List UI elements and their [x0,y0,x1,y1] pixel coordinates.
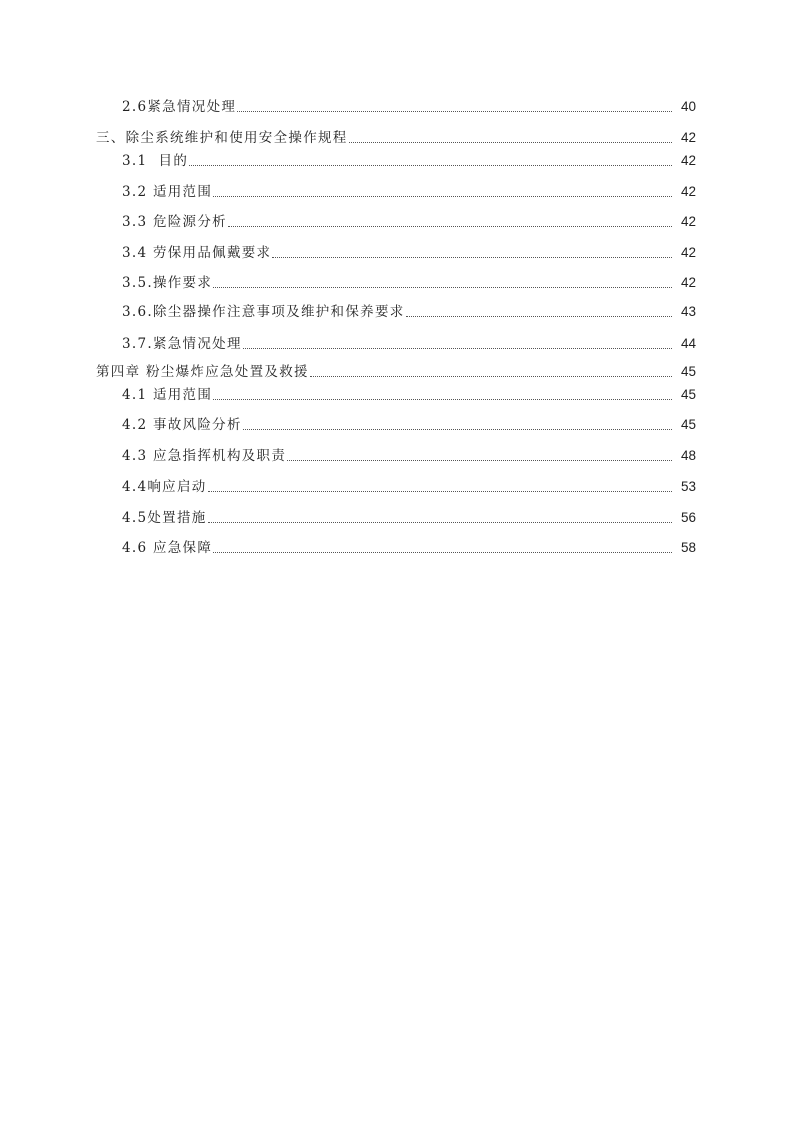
toc-entry[interactable] [0,335,696,353]
toc-entry[interactable] [0,447,696,465]
toc-entry-page: 42 [680,275,696,290]
toc-entry-title: 2.6紧急情况处理 [122,99,237,115]
toc-entry-page: 58 [680,540,696,555]
toc-entry-page: 40 [680,99,696,114]
toc-entry-title: 3.7.紧急情况处理 [122,336,242,352]
toc-entry[interactable] [0,363,696,381]
toc-entry-page: 45 [680,417,696,432]
toc-entry[interactable] [0,386,696,404]
toc-entry-title: 3.2 适用范围 [122,184,213,200]
toc-entry-title: 三、除尘系统维护和使用安全操作规程 [96,130,348,146]
toc-entry[interactable] [0,129,696,147]
toc-entry-page: 48 [680,448,696,463]
toc-leader [228,225,672,227]
toc-entry[interactable] [0,478,696,496]
toc-entry[interactable] [0,539,696,557]
toc-entry-title: 第四章 粉尘爆炸应急处置及救援 [96,364,309,380]
toc-entry-title: 3.1 目的 [122,153,189,169]
toc-entry-page: 56 [680,510,696,525]
toc-leader [237,110,672,112]
toc-entry-title: 3.3 危险源分析 [122,214,227,230]
toc-entry[interactable] [0,213,696,231]
toc-leader [406,315,672,317]
toc-entry-page: 42 [680,130,696,145]
toc-entry[interactable] [0,98,696,116]
toc-entry-page: 53 [680,479,696,494]
toc-entry-page: 42 [680,245,696,260]
toc-leader [272,256,672,258]
toc-entry-page: 45 [680,364,696,379]
toc-leader [208,521,672,523]
toc-entry-page: 42 [680,153,696,168]
toc-leader [213,551,672,553]
toc-entry[interactable] [0,416,696,434]
toc-entry[interactable] [0,303,696,321]
toc-entry-page: 42 [680,184,696,199]
toc-leader [213,195,672,197]
toc-entry-title: 3.6.除尘器操作注意事项及维护和保养要求 [122,304,405,320]
toc-entry[interactable] [0,509,696,527]
toc-entry-title: 4.6 应急保障 [122,540,213,556]
toc-entry-title: 4.2 事故风险分析 [122,417,242,433]
toc-entry-page: 44 [680,336,696,351]
toc-leader [243,428,672,430]
toc-entry[interactable] [0,274,696,292]
toc-leader [213,398,672,400]
toc-leader [189,164,672,166]
toc-entry[interactable] [0,244,696,262]
toc-entry-title: 3.5.操作要求 [122,275,213,291]
toc-leader [208,490,672,492]
toc-leader [213,286,672,288]
toc-entry-title: 4.5处置措施 [122,510,207,526]
toc-entry[interactable] [0,183,696,201]
toc-leader [310,375,672,377]
toc-entry[interactable] [0,152,696,170]
toc-entry-page: 45 [680,387,696,402]
toc-leader [243,347,672,349]
toc-entry-title: 3.4 劳保用品佩戴要求 [122,245,272,261]
toc-entry-page: 43 [680,304,696,319]
toc-leader [349,141,672,143]
toc-entry-page: 42 [680,214,696,229]
toc-leader [287,459,672,461]
toc-entry-title: 4.1 适用范围 [122,387,213,403]
toc-entry-title: 4.3 应急指挥机构及职责 [122,448,287,464]
toc-entry-title: 4.4响应启动 [122,479,207,495]
